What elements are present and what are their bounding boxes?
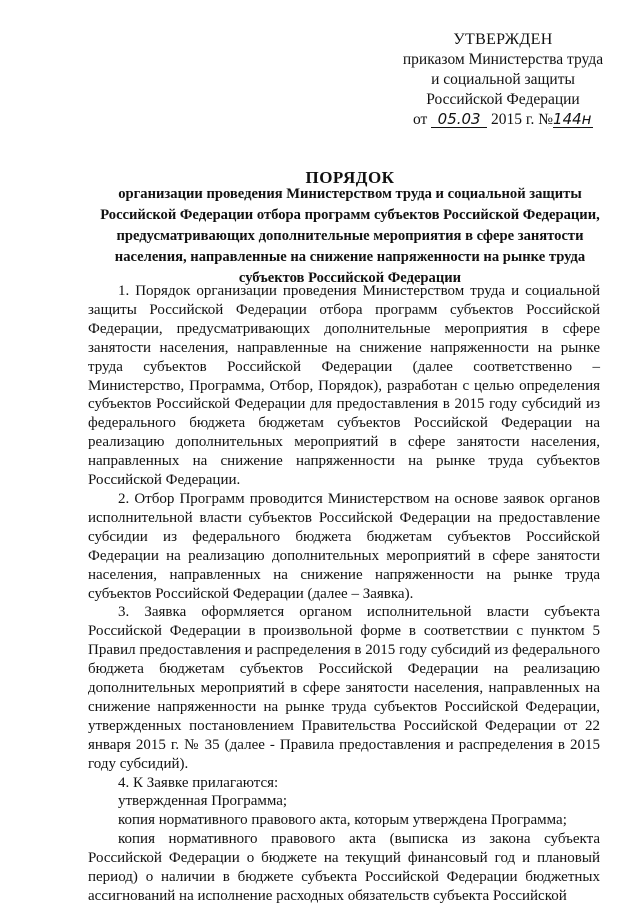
list-item-program: утвержденная Программа; xyxy=(118,793,288,810)
approval-stamp xyxy=(393,30,613,130)
paragraph-4: 4. К Заявке прилагаются: xyxy=(118,774,279,791)
approval-line-3: Российской Федерации xyxy=(426,91,580,108)
document-body xyxy=(88,282,600,906)
approval-line-1: приказом Министерства труда xyxy=(402,51,604,68)
paragraph-1: 1. Порядок организации проведения Министерством труда и социальной защиты Российской Федерации отбора программ субъектов Российской Федерации, предусматривающих дополнительные мероприятия в сфере занятости населения, направленные на снижение напряженности на рынке труда субъектов Российской Федерации (далее соответственно – Министерство, Программа, Отбор, Порядок), разработан с целью определения субъектов Российской Федерации для предоставления в 2015 году субсидий из федерального бюджета бюджетам субъектов Российской Федерации на реализацию дополнительных мероприятий в сфере занятости населения, направленных на снижение напряженности на рынке труда субъектов Российской Федерации. xyxy=(88,283,600,489)
handwritten-date: 05.03 xyxy=(431,111,487,128)
document-subtitle: организации проведения Министерством труда и социальной защиты Российской Федерации отбора программ субъектов Российской Федерации, предусматривающих дополнительные мероприятия в сфере занятости населения, направленные на снижение напряженности на рынке труда субъектов Российской Федерации xyxy=(100,186,600,286)
list-item-budget-act: копия нормативного правового акта (выписка из закона субъекта Российской Федерации о бюджете на текущий финансовый год и плановый период) о наличии в бюджете субъекта Российской Федерации бюджетных ассигнований на исполнение расходных обязательств субъекта Российской xyxy=(88,831,600,904)
handwritten-order-number: 144н xyxy=(553,110,592,128)
approval-line-2: и социальной защиты xyxy=(431,71,575,88)
list-item-act-copy: копия нормативного правового акта, которым утверждена Программа; xyxy=(118,812,567,829)
approval-title: УТВЕРЖДЕН xyxy=(453,31,553,48)
year-text: 2015 г. № xyxy=(491,111,554,128)
approval-date-line xyxy=(393,110,613,130)
document-title: ПОРЯДОК xyxy=(305,168,395,187)
paragraph-3: 3. Заявка оформляется органом исполнительной власти субъекта Российской Федерации в произвольной форме в соответствии с пунктом 5 Правил предоставления и распределения в 2015 году субсидий из федерального бюджета бюджетам субъектов Российской Федерации на реализацию дополнительных мероприятий в сфере занятости населения, направленных на снижение напряженности на рынке труда субъектов Российской Федерации, утвержденных постановлением Правительства Российской Федерации от 22 января 2015 г. № 35 (далее - Правила предоставления и распределения в 2015 году субсидий). xyxy=(88,604,600,772)
paragraph-2: 2. Отбор Программ проводится Министерством на основе заявок органов исполнительной власти субъектов Российской Федерации на предоставление субсидии из федерального бюджета бюджетам субъектов Российской Федерации на реализацию дополнительных мероприятий в сфере занятости населения, направленных на снижение напряженности на рынке труда субъектов Российской Федерации (далее – Заявка). xyxy=(88,490,600,602)
date-prefix: от xyxy=(412,111,428,128)
